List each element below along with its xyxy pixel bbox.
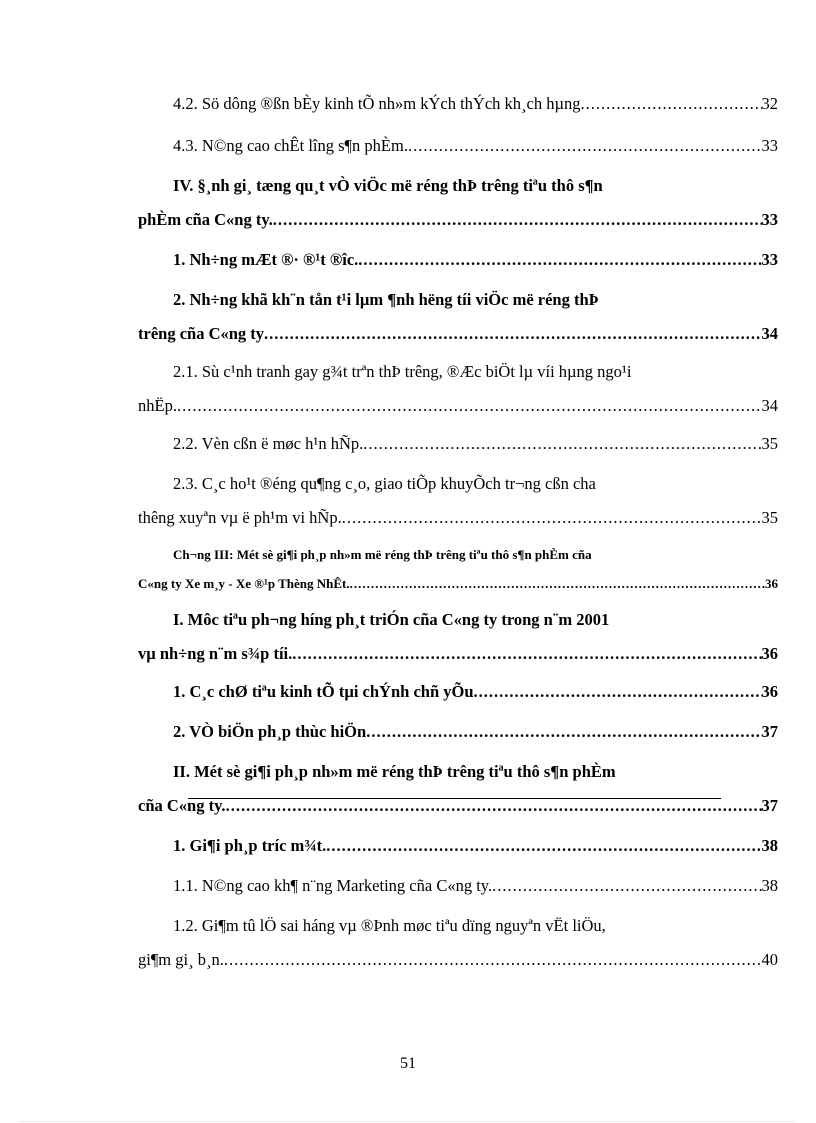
toc-page-number: 36: [761, 644, 778, 663]
dot-leader: [273, 210, 762, 230]
toc-page-number: 33: [761, 136, 778, 155]
toc-entry-iv-line1[interactable]: IV. §¸nh gi¸ tæng qu¸t vÒ viÖc më réng thÞ trêng tiªu thô s¶n: [173, 176, 603, 195]
dot-leader: [363, 434, 761, 454]
dot-leader: [224, 950, 762, 970]
dot-leader: [492, 876, 761, 896]
dot-leader: [326, 836, 761, 856]
dot-leader: [292, 644, 761, 664]
toc-entry-i-line1[interactable]: I. Môc tiªu ph¬ng híng ph¸t triÓn cña C«ng ty trong n¨m 2001: [173, 610, 610, 629]
toc-entry-iv[interactable]: phÈm cña C«ng ty. ..... 33: [138, 210, 778, 230]
dot-leader: [226, 796, 762, 816]
toc-page-number: 36: [765, 576, 778, 591]
toc-page-number: 35: [761, 434, 778, 453]
dot-leader: [580, 94, 761, 114]
toc-page-number: 38: [761, 836, 778, 855]
toc-page-number: 36: [761, 682, 778, 701]
toc-entry-4-3[interactable]: 4.3. N©ng cao chÊt lîng s¶n phÈm. ..... 33: [173, 136, 778, 156]
dot-leader: [342, 508, 762, 528]
toc-entry-4-2[interactable]: 4.2. Sö dông ®ßn bÈy kinh tÕ nh»m kÝch thÝch kh¸ch hµng ..... 32: [173, 94, 778, 114]
toc-page-number: 38: [761, 876, 778, 895]
toc-page-number: 35: [761, 508, 778, 527]
toc-chapter-iii[interactable]: C«ng ty Xe m¸y - Xe ®¹p Thèng NhÊt. ..... 36: [138, 576, 778, 592]
toc-page-number: 33: [761, 250, 778, 269]
toc-entry-2-2[interactable]: 2.2. Vèn cßn ë møc h¹n hÑp. ..... 35: [173, 434, 778, 454]
toc-entry-ii-line1[interactable]: II. Mét sè gi¶i ph¸p nh»m më réng thÞ trêng tiªu thô s¶n phÈm: [173, 762, 616, 781]
page-border: [20, 1121, 796, 1122]
toc-entry-2-1-line1[interactable]: 2.1. Sù c¹nh tranh gay g¾t trªn thÞ trêng, ®Æc biÖt lµ víi hµng ngo¹i: [173, 362, 632, 381]
toc-entry-iv-1[interactable]: 1. Nh÷ng mÆt ®· ®¹t ®îc. ..... 33: [173, 250, 778, 270]
dot-leader: [366, 722, 761, 742]
page-number-footer: 51: [400, 1055, 416, 1072]
dot-leader: [264, 324, 761, 344]
toc-page-number: 32: [761, 94, 778, 113]
toc-entry-ii-1[interactable]: 1. Gi¶i ph¸p tríc m¾t. ..... 38: [173, 836, 778, 856]
toc-page-number: 33: [761, 210, 778, 229]
dot-leader: [474, 682, 762, 702]
toc-entry-iv-2-line1[interactable]: 2. Nh÷ng khã kh¨n tån t¹i lµm ¶nh hëng tíi viÖc më réng thÞ: [173, 290, 599, 309]
toc-entry-1-2[interactable]: gi¶m gi¸ b¸n. ..... 40: [138, 950, 778, 970]
toc-page-number: 34: [761, 324, 778, 343]
dot-leader: [358, 250, 761, 270]
toc-entry-i-1[interactable]: 1. C¸c chØ tiªu kinh tÕ tµi chÝnh chñ yÕu ..... 36: [173, 682, 778, 702]
toc-entry-i-2[interactable]: 2. VÒ biÖn ph¸p thùc hiÖn ..... 37: [173, 722, 778, 742]
dot-leader: [350, 576, 765, 592]
toc-entry-2-3[interactable]: thêng xuyªn vµ ë ph¹m vi hÑp. ..... 35: [138, 508, 778, 528]
toc-page-number: 37: [761, 722, 778, 741]
toc-entry-iv-2[interactable]: trêng cña C«ng ty ..... 34: [138, 324, 778, 344]
toc-entry-i[interactable]: vµ nh÷ng n¨m s¾p tíi. ..... 36: [138, 644, 778, 664]
toc-page-number: 37: [761, 796, 778, 815]
toc-entry-1-2-line1[interactable]: 1.2. Gi¶m tû lÖ sai háng vµ ®Þnh møc tiªu dïng nguyªn vËt liÖu,: [173, 916, 606, 935]
toc-chapter-iii-line1[interactable]: Ch¬ng III: Mét sè gi¶i ph¸p nh»m më réng thÞ trêng tiªu thô s¶n phÈm cña: [173, 547, 592, 562]
toc-entry-2-1[interactable]: nhËp. ..... 34: [138, 396, 778, 416]
dot-leader: [177, 396, 762, 416]
toc-page-number: 34: [761, 396, 778, 415]
dot-leader: [408, 136, 762, 156]
toc-page-number: 40: [761, 950, 778, 969]
toc-entry-2-3-line1[interactable]: 2.3. C¸c ho¹t ®éng qu¶ng c¸o, giao tiÕp khuyÕch tr¬ng cßn cha: [173, 474, 596, 493]
strike-line: [188, 798, 721, 799]
toc-entry-1-1[interactable]: 1.1. N©ng cao kh¶ n¨ng Marketing cña C«ng ty. ..... 38: [173, 876, 778, 896]
toc-entry-ii[interactable]: cña C«ng ty. ..... 37: [138, 796, 778, 816]
